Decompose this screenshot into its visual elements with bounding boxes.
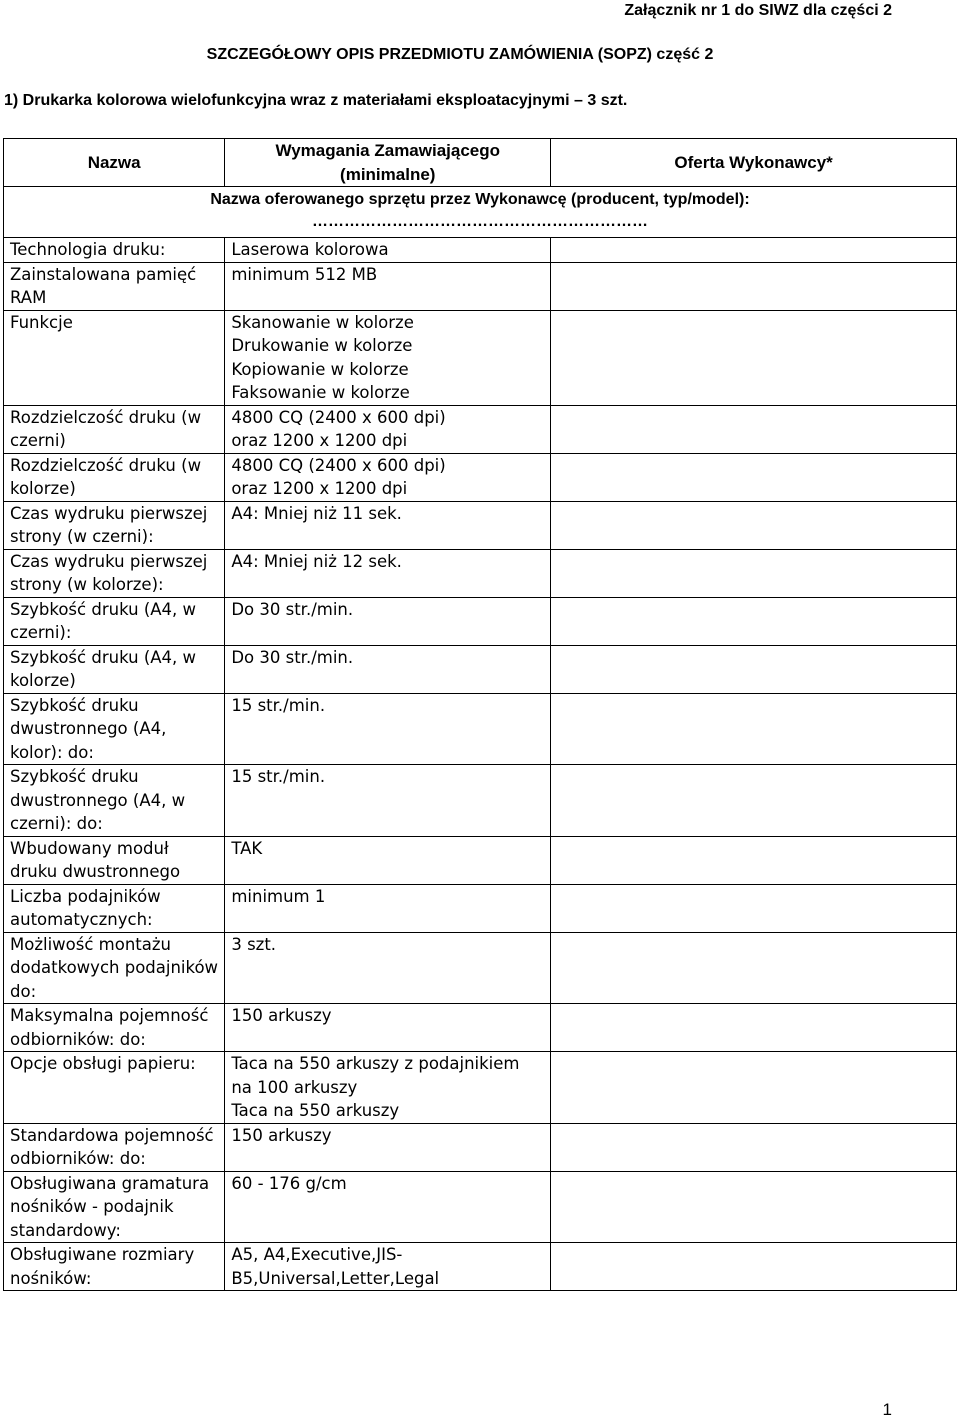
- offer-cell: [551, 765, 957, 837]
- requirement-line: 150 arkuszy: [231, 1006, 332, 1025]
- spec-requirement-cell: [225, 549, 551, 597]
- table-row: [4, 1171, 957, 1243]
- spec-requirement-cell: [225, 501, 551, 549]
- requirement-line: A4: Mniej niż 12 sek.: [231, 551, 402, 571]
- spec-name-cell: Rozdzielczość druku (w kolorze): [4, 453, 225, 501]
- offer-cell: [551, 1171, 957, 1243]
- offer-cell: [551, 262, 957, 310]
- spec-name-cell: Technologia druku:: [4, 238, 225, 263]
- requirement-line: TAK: [231, 838, 263, 858]
- requirement-line: A5, A4,Executive,JIS-B5,Universal,Letter,Legal: [231, 1245, 440, 1288]
- spec-name-cell: Czas wydruku pierwszej strony (w czerni):: [4, 501, 225, 549]
- table-row: [4, 693, 957, 765]
- offer-cell: [551, 693, 957, 765]
- requirement-line: 15 str./min.: [231, 695, 326, 715]
- spec-requirement-cell: [225, 1243, 551, 1291]
- spec-name-cell: Szybkość druku (A4, w kolorze): [4, 645, 225, 693]
- requirement-line: minimum 1: [231, 886, 326, 906]
- table-row: [4, 310, 957, 405]
- spec-requirement-cell: [225, 693, 551, 765]
- table-header-row: [4, 139, 957, 187]
- requirement-line: 150 arkuszy: [231, 1125, 332, 1145]
- offer-cell: [551, 238, 957, 263]
- spec-requirement-cell: [225, 765, 551, 837]
- table-row: [4, 932, 957, 1004]
- spec-name-cell: Funkcje: [4, 310, 225, 405]
- spec-requirement-cell: [225, 1004, 551, 1052]
- item-subtitle: 1) Drukarka kolorowa wielofunkcyjna wraz z materiałami eksploatacyjnymi – 3 szt.: [4, 92, 628, 109]
- requirement-line: Kopiowanie w kolorze: [231, 359, 409, 379]
- requirement-line: Skanowanie w kolorze: [231, 312, 414, 332]
- offer-model-cell: [4, 187, 957, 238]
- spec-name-cell: Opcje obsługi papieru:: [4, 1052, 225, 1124]
- spec-requirement-cell: [225, 1123, 551, 1171]
- spec-requirement-cell: [225, 932, 551, 1004]
- offer-cell: [551, 645, 957, 693]
- spec-name-cell: Obsługiwana gramatura nośników - podajnik standardowy:: [4, 1171, 225, 1243]
- spec-requirement-cell: [225, 453, 551, 501]
- requirement-line: A4: Mniej niż 11 sek.: [231, 503, 402, 523]
- table-row: [4, 238, 957, 263]
- table-row: [4, 262, 957, 310]
- spec-name-cell: Szybkość druku dwustronnego (A4, kolor): do:: [4, 693, 225, 765]
- requirement-line: 4800 CQ (2400 x 600 dpi): [231, 455, 446, 475]
- offer-cell: [551, 453, 957, 501]
- table-row: [4, 1052, 957, 1124]
- annex-label: Załącznik nr 1 do SIWZ dla części 2: [624, 2, 892, 19]
- specification-table: [3, 138, 957, 1291]
- table-row: [4, 645, 957, 693]
- spec-name-cell: Szybkość druku dwustronnego (A4, w czerni): do:: [4, 765, 225, 837]
- table-row: [4, 597, 957, 645]
- document-title: SZCZEGÓŁOWY OPIS PRZEDMIOTU ZAMÓWIENIA (SOPZ) część 2: [206, 46, 714, 63]
- table-row: [4, 765, 957, 837]
- table-row: [4, 405, 957, 453]
- spec-name-cell: Wbudowany moduł druku dwustronnego: [4, 836, 225, 884]
- spec-requirement-cell: [225, 1052, 551, 1124]
- header-offer: Oferta Wykonawcy*: [551, 139, 957, 187]
- requirement-line: 4800 CQ (2400 x 600 dpi): [231, 407, 446, 427]
- offer-cell: [551, 501, 957, 549]
- requirement-line: 15 str./min.: [231, 767, 326, 786]
- offer-cell: [551, 884, 957, 932]
- offer-cell: [551, 405, 957, 453]
- table-row: [4, 1243, 957, 1291]
- spec-name-cell: Maksymalna pojemność odbiorników: do:: [4, 1004, 225, 1052]
- offer-cell: [551, 549, 957, 597]
- requirement-line: Taca na 550 arkuszy z podajnikiem na 100 arkuszy: [231, 1054, 525, 1097]
- requirement-line: Faksowanie w kolorze: [231, 383, 410, 402]
- requirement-line: Do 30 str./min.: [231, 647, 354, 667]
- table-row: [4, 1123, 957, 1171]
- requirement-line: Drukowanie w kolorze: [231, 336, 413, 355]
- requirement-line: oraz 1200 x 1200 dpi: [231, 431, 408, 450]
- requirement-line: Do 30 str./min.: [231, 599, 354, 619]
- offer-model-label: Nazwa oferowanego sprzętu przez Wykonawcę (producent, typ/model):: [210, 191, 750, 208]
- requirement-line: minimum 512 MB: [231, 264, 378, 284]
- offer-cell: [551, 310, 957, 405]
- spec-requirement-cell: [225, 1171, 551, 1243]
- table-row: [4, 1004, 957, 1052]
- spec-name-cell: Czas wydruku pierwszej strony (w kolorze):: [4, 549, 225, 597]
- spec-requirement-cell: [225, 405, 551, 453]
- offer-model-dots: ………………………………………………………: [312, 213, 648, 230]
- offer-cell: [551, 836, 957, 884]
- table-row: [4, 453, 957, 501]
- spec-name-cell: Standardowa pojemność odbiorników: do:: [4, 1123, 225, 1171]
- requirement-line: 3 szt.: [231, 934, 277, 954]
- table-row: [4, 836, 957, 884]
- spec-requirement-cell: [225, 884, 551, 932]
- header-requirements: Wymagania Zamawiającego (minimalne): [225, 139, 551, 187]
- requirement-line: 60 - 176 g/cm: [231, 1173, 347, 1193]
- spec-requirement-cell: [225, 310, 551, 405]
- table-row: [4, 884, 957, 932]
- requirement-line: Laserowa kolorowa: [231, 240, 389, 259]
- header-name: Nazwa: [4, 139, 225, 187]
- spec-requirement-cell: [225, 836, 551, 884]
- offer-cell: [551, 932, 957, 1004]
- spec-requirement-cell: [225, 238, 551, 263]
- spec-requirement-cell: [225, 645, 551, 693]
- spec-name-cell: Liczba podajników automatycznych:: [4, 884, 225, 932]
- table-row: [4, 549, 957, 597]
- offer-cell: [551, 1243, 957, 1291]
- spec-name-cell: Obsługiwane rozmiary nośników:: [4, 1243, 225, 1291]
- offer-cell: [551, 1052, 957, 1124]
- offer-cell: [551, 597, 957, 645]
- spec-name-cell: Szybkość druku (A4, w czerni):: [4, 597, 225, 645]
- spec-name-cell: Rozdzielczość druku (w czerni): [4, 405, 225, 453]
- table-row: [4, 501, 957, 549]
- page-number: 1: [882, 1400, 892, 1419]
- offer-cell: [551, 1004, 957, 1052]
- spec-requirement-cell: [225, 597, 551, 645]
- spec-name-cell: Zainstalowana pamięć RAM: [4, 262, 225, 310]
- spec-name-cell: Możliwość montażu dodatkowych podajników do:: [4, 932, 225, 1004]
- requirement-line: oraz 1200 x 1200 dpi: [231, 479, 408, 498]
- spec-requirement-cell: [225, 262, 551, 310]
- offer-cell: [551, 1123, 957, 1171]
- offer-model-row: [4, 187, 957, 238]
- requirement-line: Taca na 550 arkuszy: [231, 1101, 400, 1120]
